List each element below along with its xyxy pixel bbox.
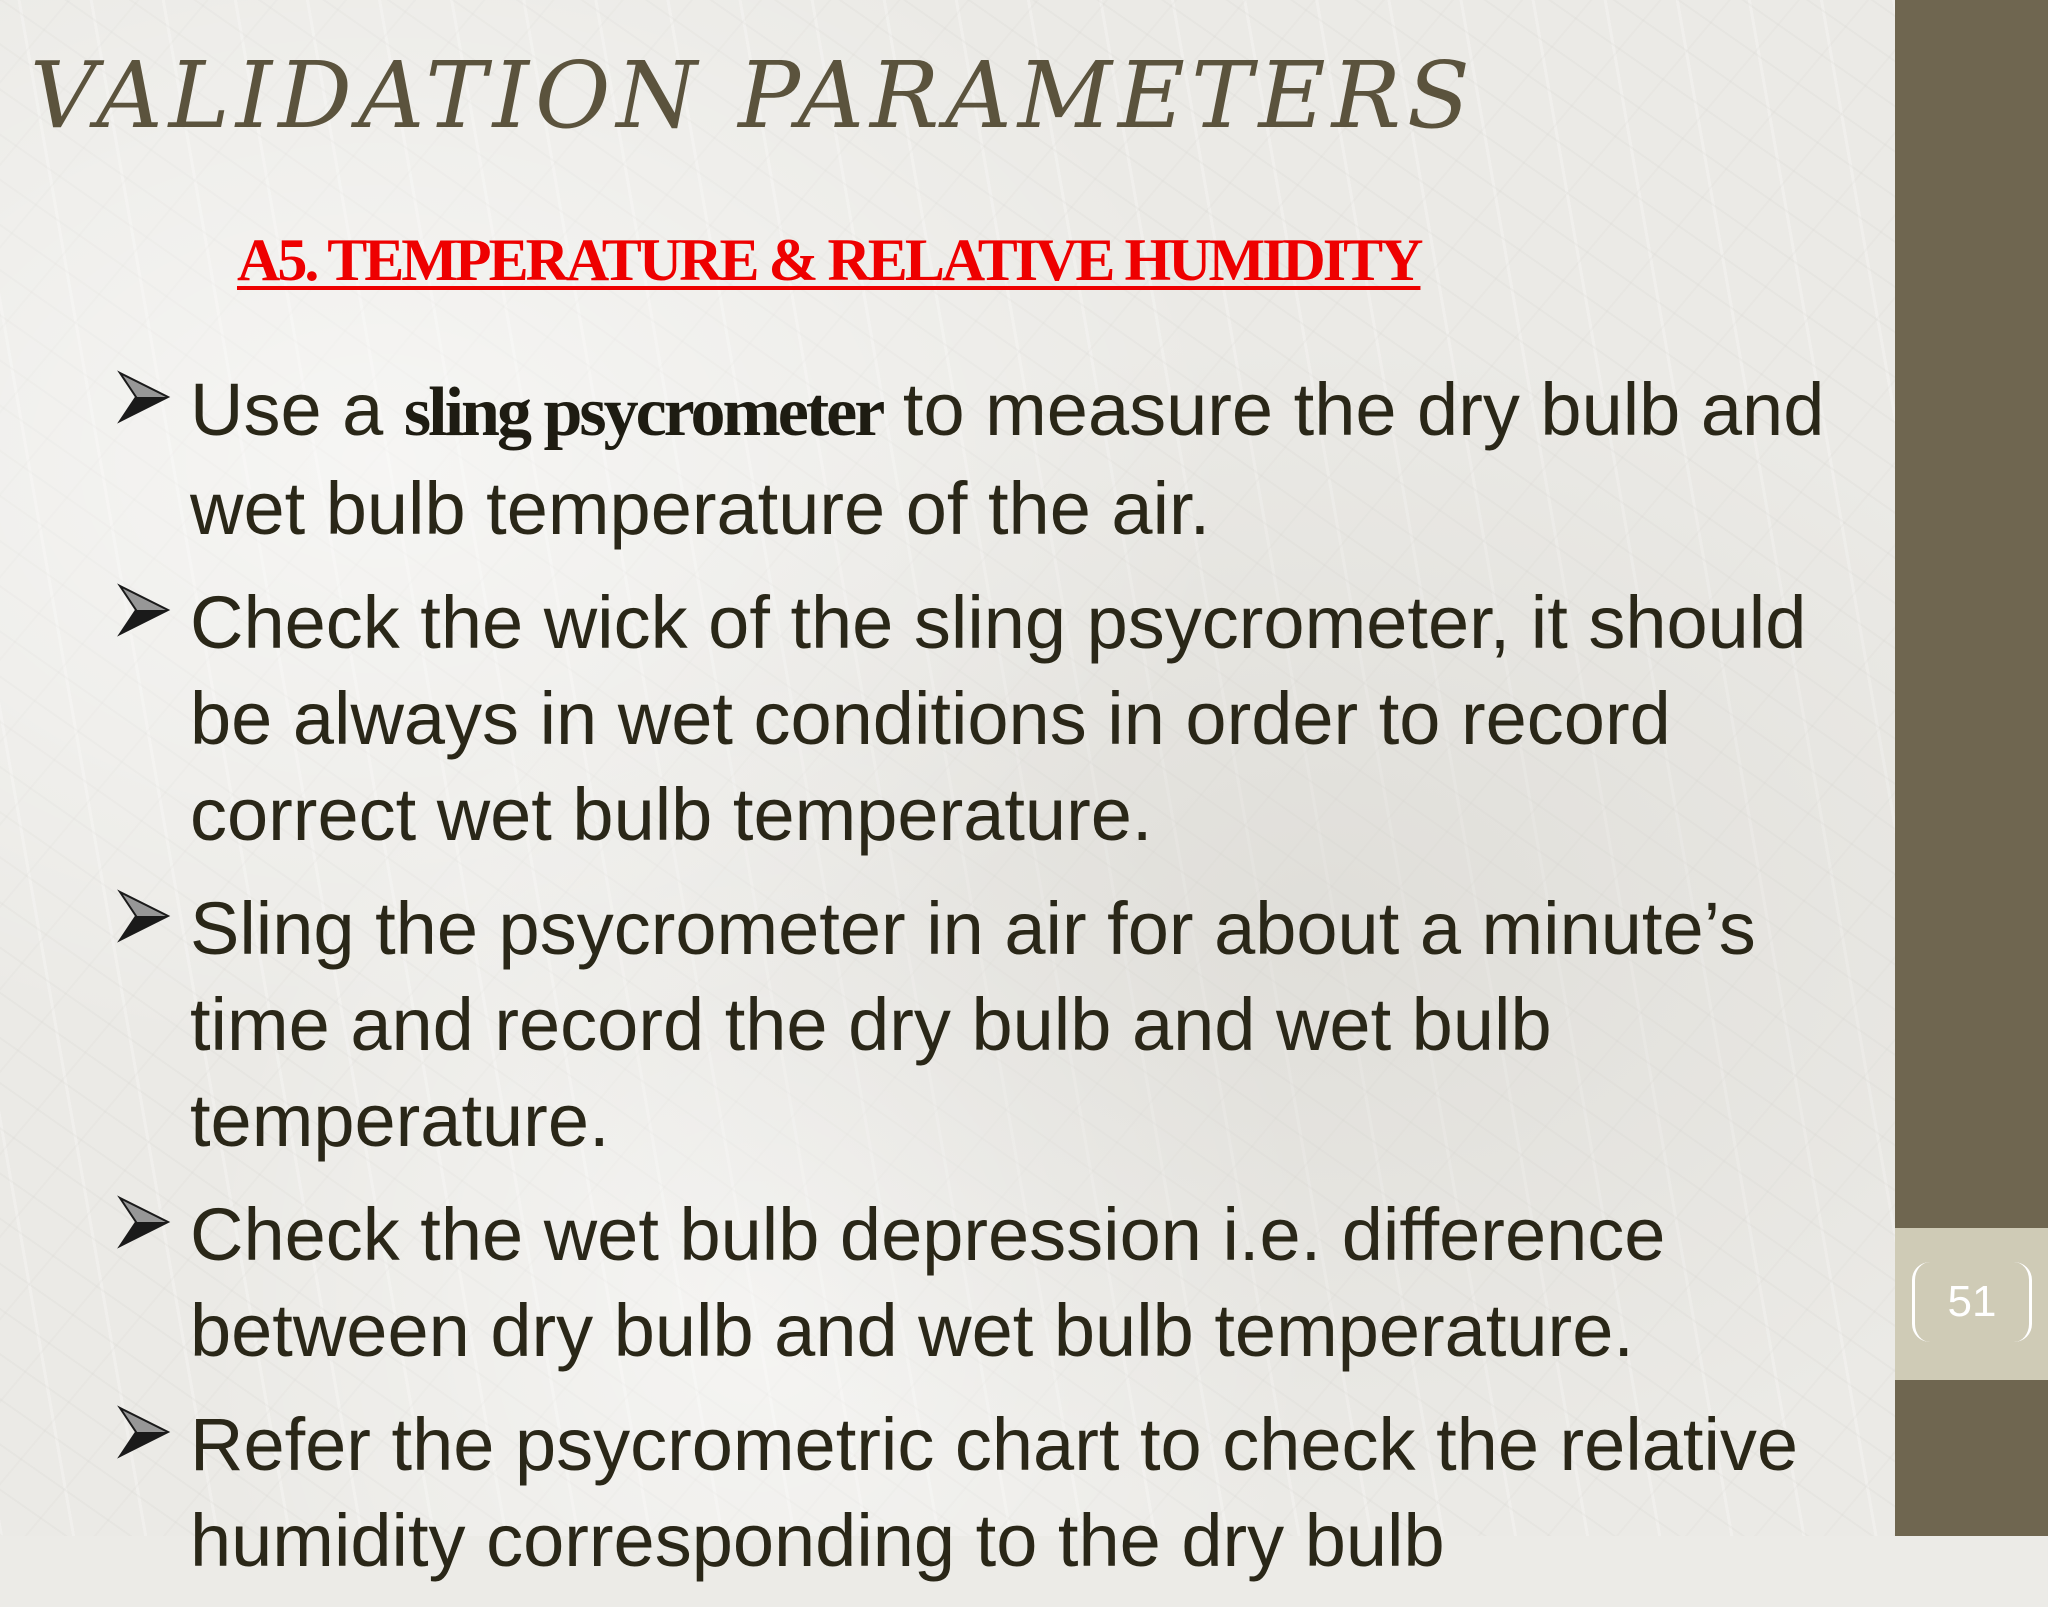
page-number: 51 xyxy=(1912,1262,2032,1342)
bullet-item-1 xyxy=(118,362,1838,557)
bullet-text-before: Use a xyxy=(190,368,404,451)
slide-title: VALIDATION PARAMETERS xyxy=(30,42,1476,149)
bullet-text: Refer the psycrometric chart to check the relative humidity corresponding to the dry bulb xyxy=(190,1403,1799,1582)
bullet-item-2 xyxy=(118,575,1838,863)
arrowhead-bullet-icon xyxy=(118,881,190,951)
slide-subtitle: A5. TEMPERATURE & RELATIVE HUMIDITY xyxy=(237,227,1421,293)
bullet-text: Check the wet bulb depression i.e. difference between dry bulb and wet bulb temperature. xyxy=(190,1193,1666,1372)
arrowhead-bullet-icon xyxy=(118,575,190,645)
arrowhead-bullet-icon xyxy=(118,1187,190,1257)
bullet-text: Sling the psycrometer in air for about a minute’s time and record the dry bulb and wet bulb temperature. xyxy=(190,887,1756,1162)
bullet-text: Check the wick of the sling psycrometer, it should be always in wet conditions in order to record correct wet bulb temperature. xyxy=(190,581,1807,856)
bullet-text-after: to measure the dry bulb and wet bulb temperature of the air. xyxy=(190,368,1825,550)
bold-term: sling psycrometer xyxy=(403,374,883,451)
bullet-item-5 xyxy=(118,1397,1838,1589)
bullet-item-4 xyxy=(118,1187,1838,1379)
arrowhead-bullet-icon xyxy=(118,362,190,432)
bullet-text xyxy=(190,362,1838,557)
bullet-list xyxy=(118,362,1838,1607)
arrowhead-bullet-icon xyxy=(118,1397,190,1467)
bullet-item-3 xyxy=(118,881,1838,1169)
